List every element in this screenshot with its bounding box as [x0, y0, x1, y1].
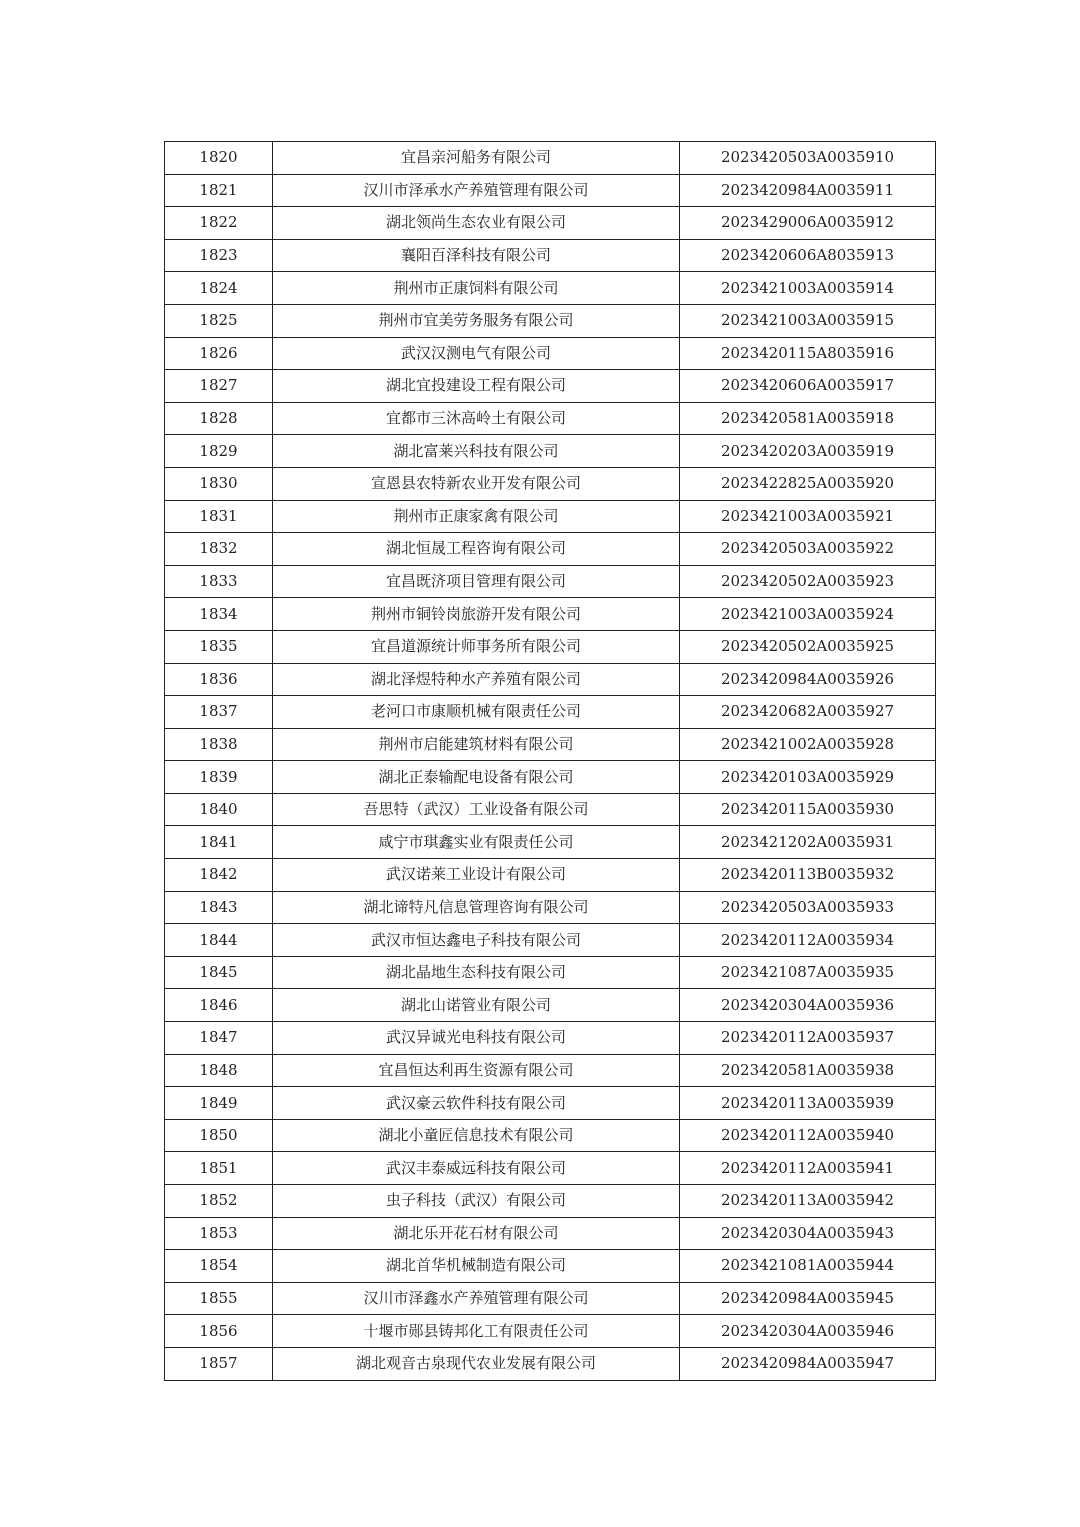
- registration-code-cell: 2023420606A8035913: [680, 239, 936, 272]
- row-number-cell: 1831: [165, 500, 273, 533]
- table-row: [165, 696, 936, 729]
- table-row: [165, 467, 936, 500]
- row-number-cell: 1854: [165, 1250, 273, 1283]
- row-number-cell: 1843: [165, 891, 273, 924]
- company-name-cell: 宜都市三沐高岭土有限公司: [273, 402, 680, 435]
- row-number-cell: 1849: [165, 1087, 273, 1120]
- company-name-cell: 武汉汉测电气有限公司: [273, 337, 680, 370]
- table-row: [165, 891, 936, 924]
- registration-code-cell: 2023421003A0035924: [680, 598, 936, 631]
- company-name-cell: 虫子科技（武汉）有限公司: [273, 1185, 680, 1218]
- company-name-cell: 汉川市泽承水产养殖管理有限公司: [273, 174, 680, 207]
- table-row: [165, 142, 936, 175]
- registration-code-cell: 2023420503A0035922: [680, 533, 936, 566]
- table-body: [165, 142, 936, 1381]
- company-name-cell: 宜昌亲河船务有限公司: [273, 142, 680, 175]
- table-row: [165, 1185, 936, 1218]
- registration-code-cell: 2023420682A0035927: [680, 696, 936, 729]
- company-name-cell: 湖北山诺管业有限公司: [273, 989, 680, 1022]
- company-name-cell: 老河口市康顺机械有限责任公司: [273, 696, 680, 729]
- company-name-cell: 荆州市铜铃岗旅游开发有限公司: [273, 598, 680, 631]
- row-number-cell: 1823: [165, 239, 273, 272]
- table-row: [165, 207, 936, 240]
- company-name-cell: 荆州市启能建筑材料有限公司: [273, 728, 680, 761]
- registration-code-cell: 2023420112A0035940: [680, 1119, 936, 1152]
- table-row: [165, 1217, 936, 1250]
- table-row: [165, 989, 936, 1022]
- table-row: [165, 1119, 936, 1152]
- table-row: [165, 1250, 936, 1283]
- table-row: [165, 337, 936, 370]
- registration-code-cell: 2023420502A0035923: [680, 565, 936, 598]
- row-number-cell: 1824: [165, 272, 273, 305]
- row-number-cell: 1822: [165, 207, 273, 240]
- company-name-cell: 咸宁市琪鑫实业有限责任公司: [273, 826, 680, 859]
- company-name-cell: 湖北谛特凡信息管理咨询有限公司: [273, 891, 680, 924]
- registration-code-cell: 2023420115A8035916: [680, 337, 936, 370]
- row-number-cell: 1826: [165, 337, 273, 370]
- row-number-cell: 1828: [165, 402, 273, 435]
- row-number-cell: 1840: [165, 793, 273, 826]
- registration-code-cell: 2023422825A0035920: [680, 467, 936, 500]
- company-name-cell: 襄阳百泽科技有限公司: [273, 239, 680, 272]
- company-name-cell: 武汉市恒达鑫电子科技有限公司: [273, 924, 680, 957]
- table-row: [165, 239, 936, 272]
- registration-code-cell: 2023420984A0035945: [680, 1282, 936, 1315]
- table-row: [165, 435, 936, 468]
- registration-code-cell: 2023420502A0035925: [680, 630, 936, 663]
- registration-code-cell: 2023420103A0035929: [680, 761, 936, 794]
- row-number-cell: 1857: [165, 1347, 273, 1380]
- row-number-cell: 1845: [165, 956, 273, 989]
- company-name-cell: 荆州市正康饲料有限公司: [273, 272, 680, 305]
- row-number-cell: 1847: [165, 1022, 273, 1055]
- registration-code-cell: 2023420304A0035936: [680, 989, 936, 1022]
- registration-code-cell: 2023420304A0035943: [680, 1217, 936, 1250]
- company-name-cell: 湖北小童匠信息技术有限公司: [273, 1119, 680, 1152]
- registration-code-cell: 2023421087A0035935: [680, 956, 936, 989]
- registration-code-cell: 2023420115A0035930: [680, 793, 936, 826]
- company-name-cell: 湖北观音古泉现代农业发展有限公司: [273, 1347, 680, 1380]
- row-number-cell: 1850: [165, 1119, 273, 1152]
- company-name-cell: 武汉丰泰威远科技有限公司: [273, 1152, 680, 1185]
- company-name-cell: 荆州市正康家禽有限公司: [273, 500, 680, 533]
- company-name-cell: 湖北乐开花石材有限公司: [273, 1217, 680, 1250]
- table-row: [165, 272, 936, 305]
- company-name-cell: 湖北富莱兴科技有限公司: [273, 435, 680, 468]
- table-row: [165, 956, 936, 989]
- registration-code-cell: 2023421002A0035928: [680, 728, 936, 761]
- company-name-cell: 湖北领尚生态农业有限公司: [273, 207, 680, 240]
- registration-code-cell: 2023420606A0035917: [680, 370, 936, 403]
- row-number-cell: 1844: [165, 924, 273, 957]
- table-row: [165, 924, 936, 957]
- registration-code-cell: 2023421081A0035944: [680, 1250, 936, 1283]
- table-row: [165, 1282, 936, 1315]
- table-row: [165, 1087, 936, 1120]
- row-number-cell: 1834: [165, 598, 273, 631]
- registration-code-cell: 2023420112A0035941: [680, 1152, 936, 1185]
- table-row: [165, 1054, 936, 1087]
- table-row: [165, 1152, 936, 1185]
- row-number-cell: 1841: [165, 826, 273, 859]
- row-number-cell: 1842: [165, 859, 273, 892]
- registration-code-cell: 2023420581A0035938: [680, 1054, 936, 1087]
- row-number-cell: 1851: [165, 1152, 273, 1185]
- registration-code-cell: 2023420113B0035932: [680, 859, 936, 892]
- registration-code-cell: 2023420112A0035934: [680, 924, 936, 957]
- row-number-cell: 1829: [165, 435, 273, 468]
- row-number-cell: 1830: [165, 467, 273, 500]
- registration-code-cell: 2023421003A0035914: [680, 272, 936, 305]
- registration-code-cell: 2023420984A0035947: [680, 1347, 936, 1380]
- row-number-cell: 1846: [165, 989, 273, 1022]
- registration-code-cell: 2023420503A0035910: [680, 142, 936, 175]
- company-name-cell: 湖北正泰输配电设备有限公司: [273, 761, 680, 794]
- table-row: [165, 174, 936, 207]
- row-number-cell: 1821: [165, 174, 273, 207]
- row-number-cell: 1852: [165, 1185, 273, 1218]
- table-row: [165, 859, 936, 892]
- table-row: [165, 533, 936, 566]
- company-name-cell: 宜昌既济项目管理有限公司: [273, 565, 680, 598]
- company-name-cell: 湖北首华机械制造有限公司: [273, 1250, 680, 1283]
- row-number-cell: 1835: [165, 630, 273, 663]
- company-list-table: [164, 141, 936, 1381]
- table-row: [165, 826, 936, 859]
- registration-code-cell: 2023421003A0035915: [680, 304, 936, 337]
- row-number-cell: 1838: [165, 728, 273, 761]
- row-number-cell: 1827: [165, 370, 273, 403]
- table-row: [165, 793, 936, 826]
- registration-code-cell: 2023420113A0035939: [680, 1087, 936, 1120]
- table-row: [165, 1315, 936, 1348]
- row-number-cell: 1825: [165, 304, 273, 337]
- row-number-cell: 1833: [165, 565, 273, 598]
- company-name-cell: 湖北泽煜特种水产养殖有限公司: [273, 663, 680, 696]
- company-name-cell: 十堰市郧县铸邦化工有限责任公司: [273, 1315, 680, 1348]
- table-row: [165, 402, 936, 435]
- table-row: [165, 304, 936, 337]
- company-name-cell: 湖北宜投建设工程有限公司: [273, 370, 680, 403]
- registration-code-cell: 2023429006A0035912: [680, 207, 936, 240]
- row-number-cell: 1839: [165, 761, 273, 794]
- row-number-cell: 1820: [165, 142, 273, 175]
- company-name-cell: 宜昌恒达利再生资源有限公司: [273, 1054, 680, 1087]
- registration-code-cell: 2023420113A0035942: [680, 1185, 936, 1218]
- registration-code-cell: 2023420984A0035926: [680, 663, 936, 696]
- registration-code-cell: 2023421003A0035921: [680, 500, 936, 533]
- company-name-cell: 吾思特（武汉）工业设备有限公司: [273, 793, 680, 826]
- company-name-cell: 湖北恒晟工程咨询有限公司: [273, 533, 680, 566]
- table-row: [165, 565, 936, 598]
- registration-code-cell: 2023420304A0035946: [680, 1315, 936, 1348]
- registration-code-cell: 2023420581A0035918: [680, 402, 936, 435]
- company-name-cell: 武汉豪云软件科技有限公司: [273, 1087, 680, 1120]
- row-number-cell: 1856: [165, 1315, 273, 1348]
- row-number-cell: 1848: [165, 1054, 273, 1087]
- company-name-cell: 武汉诺莱工业设计有限公司: [273, 859, 680, 892]
- company-name-cell: 湖北晶地生态科技有限公司: [273, 956, 680, 989]
- company-name-cell: 荆州市宜美劳务服务有限公司: [273, 304, 680, 337]
- table-row: [165, 1347, 936, 1380]
- row-number-cell: 1837: [165, 696, 273, 729]
- company-name-cell: 宜昌道源统计师事务所有限公司: [273, 630, 680, 663]
- table-row: [165, 663, 936, 696]
- table-row: [165, 761, 936, 794]
- company-name-cell: 汉川市泽鑫水产养殖管理有限公司: [273, 1282, 680, 1315]
- registration-code-cell: 2023420112A0035937: [680, 1022, 936, 1055]
- table-row: [165, 598, 936, 631]
- table-row: [165, 500, 936, 533]
- company-name-cell: 武汉异诚光电科技有限公司: [273, 1022, 680, 1055]
- row-number-cell: 1853: [165, 1217, 273, 1250]
- registration-code-cell: 2023420984A0035911: [680, 174, 936, 207]
- registration-code-cell: 2023420503A0035933: [680, 891, 936, 924]
- registration-code-cell: 2023421202A0035931: [680, 826, 936, 859]
- table-row: [165, 630, 936, 663]
- table-row: [165, 728, 936, 761]
- table-row: [165, 370, 936, 403]
- row-number-cell: 1832: [165, 533, 273, 566]
- row-number-cell: 1836: [165, 663, 273, 696]
- row-number-cell: 1855: [165, 1282, 273, 1315]
- company-name-cell: 宣恩县农特新农业开发有限公司: [273, 467, 680, 500]
- table-row: [165, 1022, 936, 1055]
- registration-code-cell: 2023420203A0035919: [680, 435, 936, 468]
